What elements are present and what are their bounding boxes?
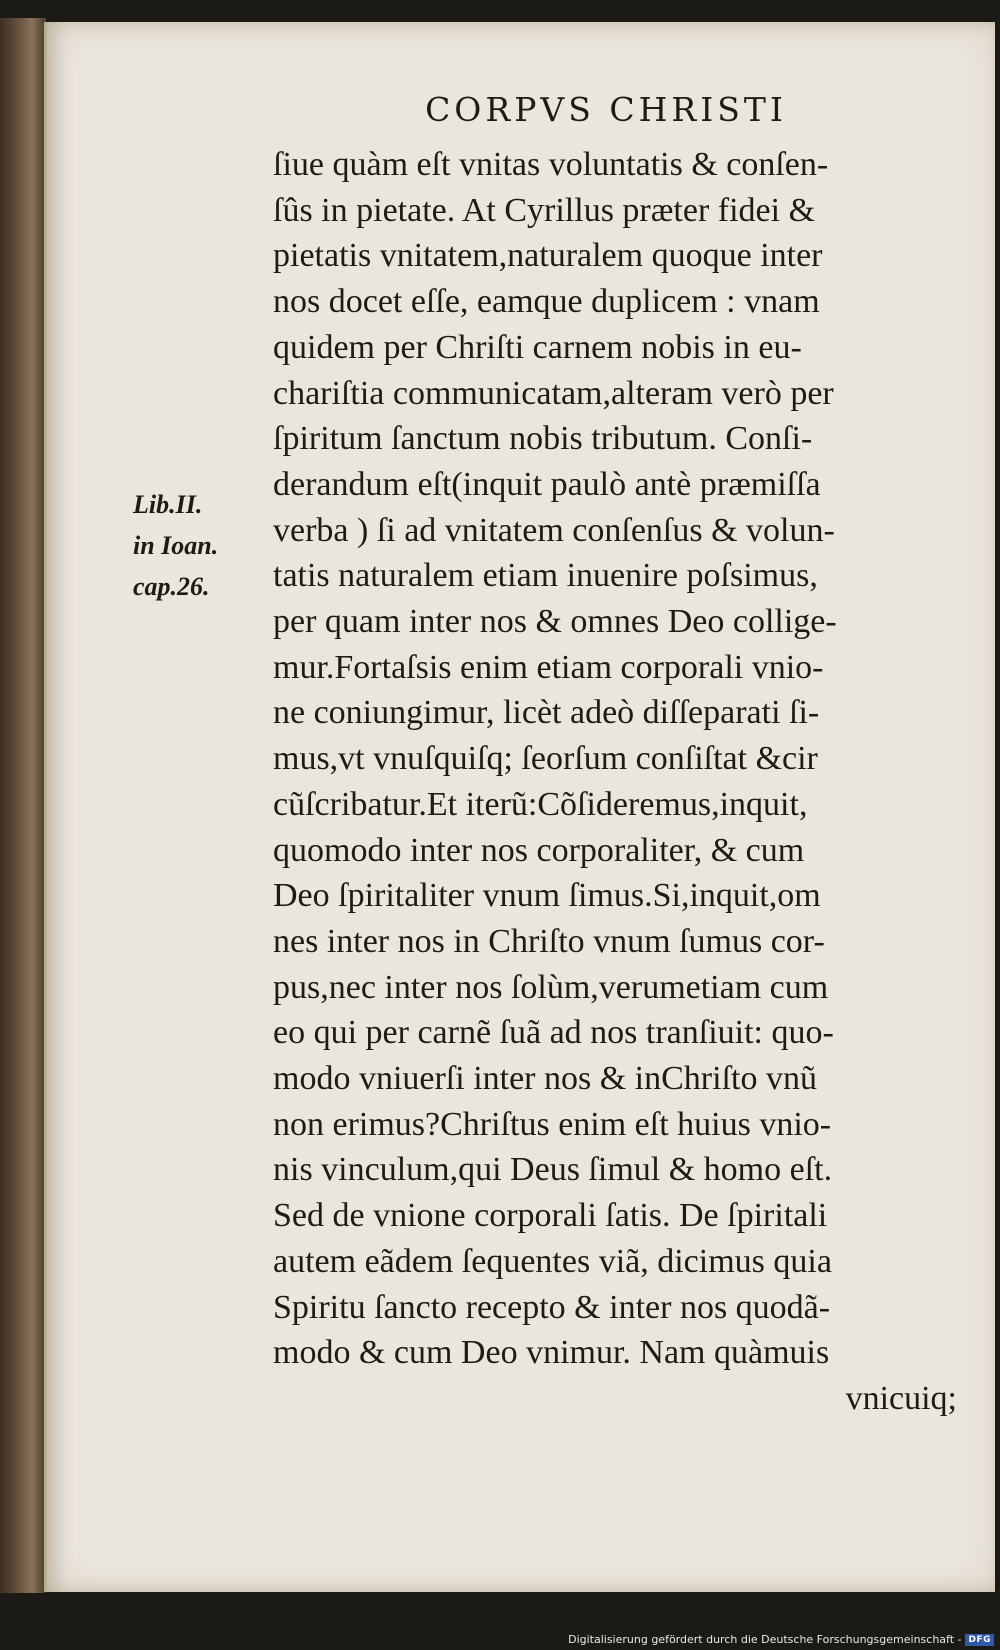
text-line: Deo ſpiritaliter vnum ſimus.Si,inquit,om <box>273 877 821 915</box>
text-line: pus,nec inter nos ſolùm,verumetiam cum <box>273 968 829 1006</box>
text-line: ne coniungimur, licèt adeò diſſeparati ſi- <box>273 694 820 732</box>
text-line: ſiue quàm eſt vnitas voluntatis & conſen- <box>273 146 829 183</box>
text-line: modo & cum Deo vnimur. Nam quàmuis <box>273 1334 830 1372</box>
book-page <box>44 22 995 1592</box>
text-line: tatis naturalem etiam inuenire poſsimus, <box>273 557 818 595</box>
text-line: derandum eſt(inquit paulò antè præmiſſa <box>273 465 821 503</box>
text-line: mur.Fortaſsis enim etiam corporali vnio- <box>273 648 824 686</box>
text-line: quidem per Chriſti carnem nobis in eu- <box>273 328 802 366</box>
text-line: ſûs in pietate. At Cyrillus præter fidei & <box>273 191 816 229</box>
book-binding-edge <box>0 18 46 1593</box>
text-line: cũſcribatur.Et iterũ:Cõſideremus,inquit, <box>273 785 808 823</box>
digitization-credit <box>568 1633 994 1646</box>
text-line: mus,vt vnuſquiſq; ſeorſum conſiſtat &cir <box>273 740 818 778</box>
text-line: pietatis vnitatem,naturalem quoque inter <box>273 237 823 275</box>
text-line: eo qui per carnẽ ſuã ad nos tranſiuit: quo- <box>273 1014 834 1052</box>
running-title: CORPVS CHRISTI <box>425 90 787 129</box>
catchword: vnicuiq; <box>845 1379 957 1417</box>
text-line: nis vinculum,qui Deus ſimul & homo eſt. <box>273 1151 833 1189</box>
marginal-note-line: cap.26. <box>133 572 210 601</box>
text-line: Sed de vnione corporali ſatis. De ſpiritali <box>273 1197 828 1235</box>
text-line: nos docet eſſe, eamque duplicem : vnam <box>273 283 820 321</box>
text-line: quomodo inter nos corporaliter, & cum <box>273 831 805 869</box>
main-text-block <box>273 142 963 1422</box>
marginal-note-line: in Ioan. <box>133 531 219 560</box>
marginal-note-line: Lib.II. <box>133 490 203 519</box>
text-line: modo vniuerſi inter nos & inChriſto vnũ <box>273 1060 817 1098</box>
text-line: per quam inter nos & omnes Deo collige- <box>273 603 837 641</box>
dfg-logo: DFG <box>965 1634 994 1646</box>
text-line: nes inter nos in Chriſto vnum ſumus cor- <box>273 922 825 960</box>
text-line: non erimus?Chriſtus enim eſt huius vnio- <box>273 1105 832 1143</box>
credit-text: Digitalisierung gefördert durch die Deutsche Forschungsgemeinschaft - <box>568 1633 962 1646</box>
text-line: Spiritu ſancto recepto & inter nos quodã- <box>273 1288 831 1326</box>
marginal-note <box>133 484 218 607</box>
text-line: chariſtia communicatam,alteram verò per <box>273 374 834 412</box>
text-line: verba ) ſi ad vnitatem conſenſus & volun- <box>273 511 835 549</box>
text-line: autem eãdem ſequentes viã, dicimus quia <box>273 1242 832 1280</box>
text-line: ſpiritum ſanctum nobis tributum. Conſi- <box>273 420 813 458</box>
